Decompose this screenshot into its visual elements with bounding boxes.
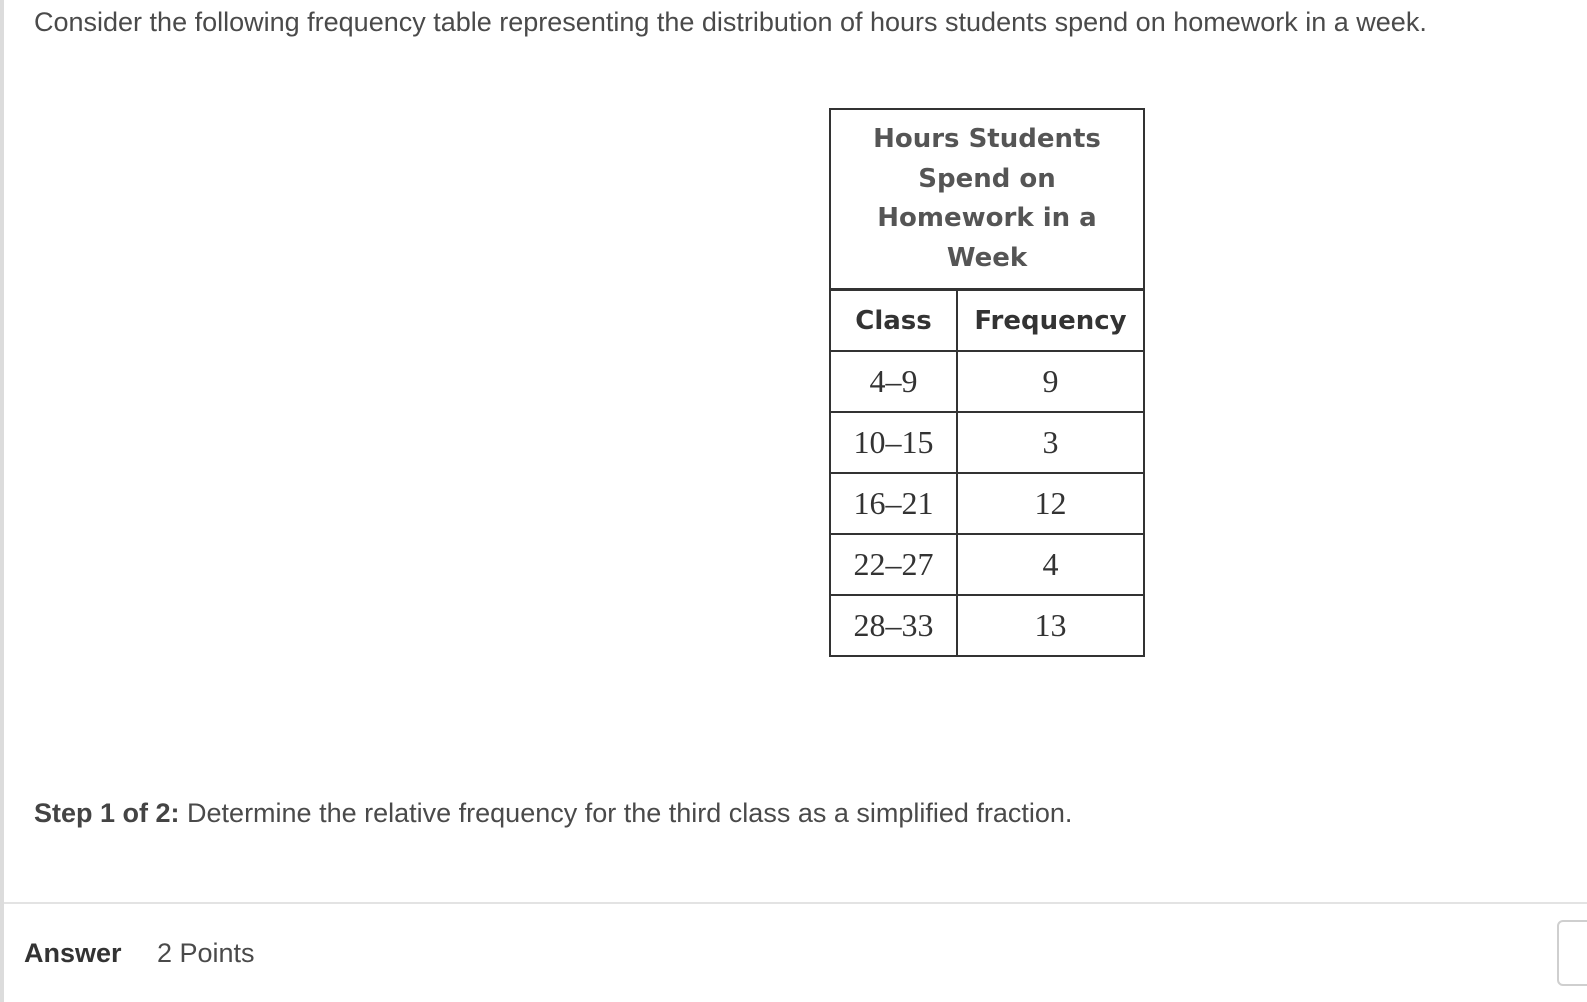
table-caption: Hours Students Spend on Homework in a Week <box>830 109 1144 290</box>
class-cell: 4–9 <box>830 351 957 412</box>
points-label: 2 Points <box>157 938 255 968</box>
class-cell: 16–21 <box>830 473 957 534</box>
table-row <box>830 473 1144 534</box>
class-cell: 28–33 <box>830 595 957 656</box>
step-text: Determine the relative frequency for the third class as a simplified fraction. <box>179 798 1073 828</box>
frequency-table <box>829 108 1145 657</box>
table-row <box>830 595 1144 656</box>
answer-input[interactable] <box>1557 920 1587 986</box>
left-border <box>0 0 4 1002</box>
answer-label: Answer <box>24 938 122 968</box>
section-divider <box>4 902 1587 904</box>
table-row <box>830 534 1144 595</box>
class-cell: 10–15 <box>830 412 957 473</box>
question-intro: Consider the following frequency table representing the distribution of hours students spend on homework in a week. <box>34 7 1427 37</box>
frequency-cell: 13 <box>957 595 1144 656</box>
step-label: Step 1 of 2: <box>34 798 180 828</box>
table-row <box>830 351 1144 412</box>
frequency-cell: 12 <box>957 473 1144 534</box>
frequency-cell: 9 <box>957 351 1144 412</box>
frequency-cell: 4 <box>957 534 1144 595</box>
step-instruction <box>34 795 1072 831</box>
class-cell: 22–27 <box>830 534 957 595</box>
table-row <box>830 412 1144 473</box>
frequency-cell: 3 <box>957 412 1144 473</box>
frequency-column-header: Frequency <box>957 290 1144 352</box>
class-column-header: Class <box>830 290 957 352</box>
